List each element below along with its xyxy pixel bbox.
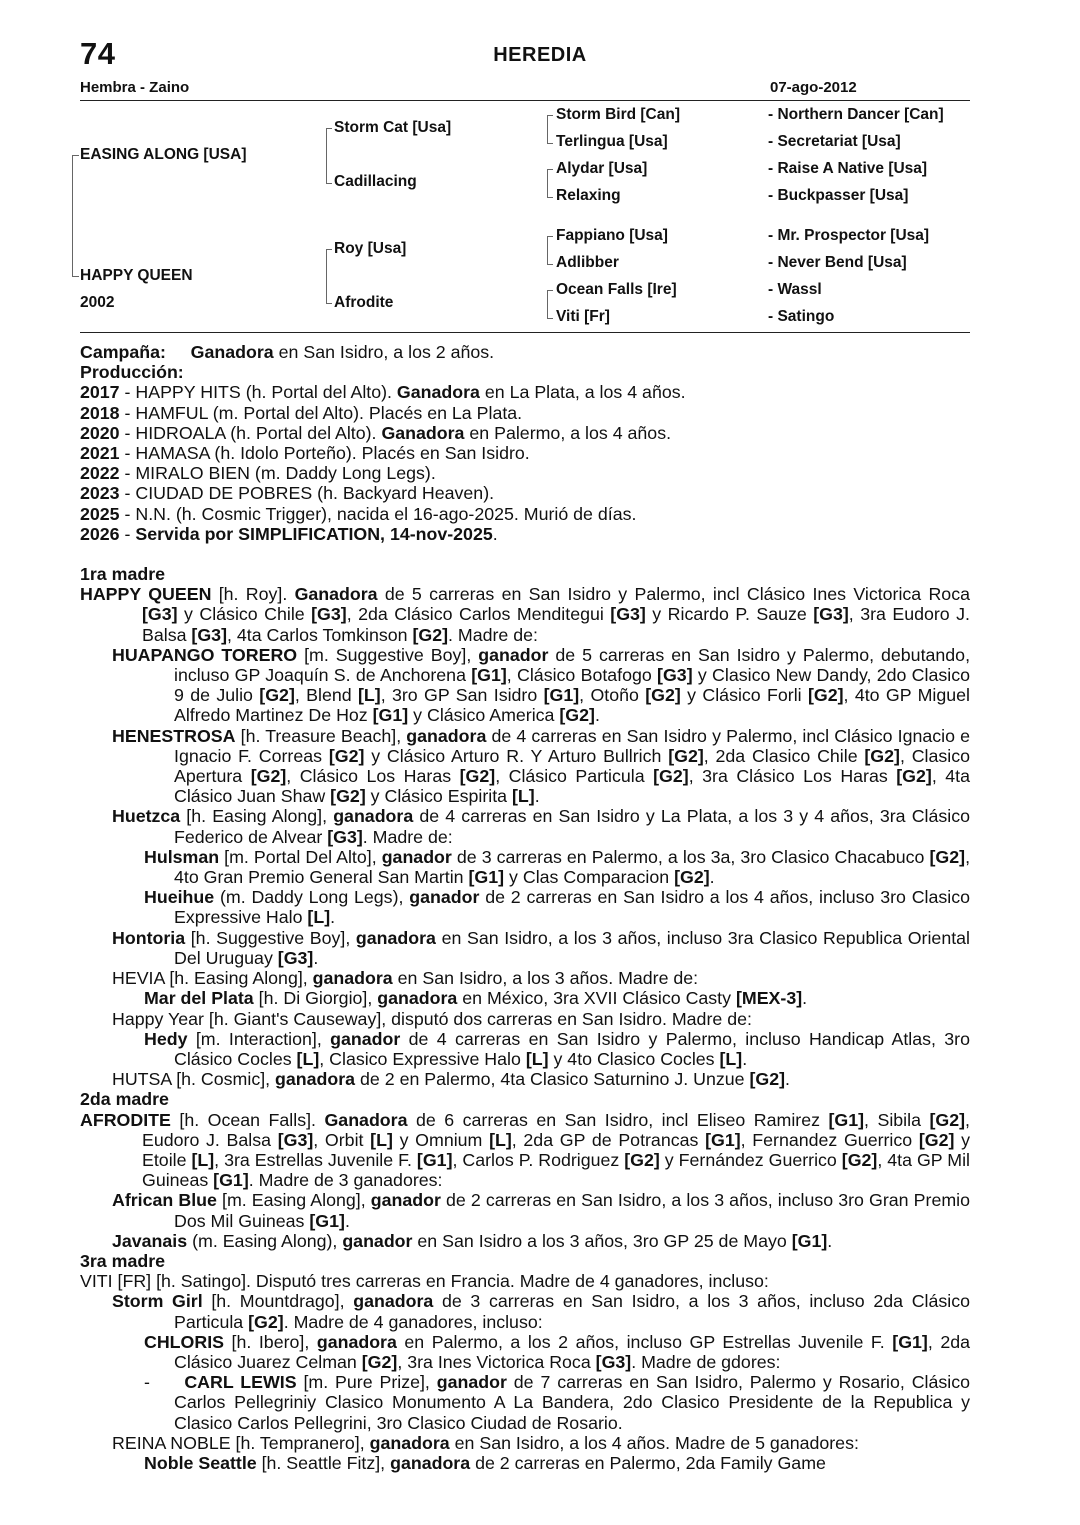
- first-dam-heading: 1ra madre: [80, 564, 166, 585]
- gen2-name: Roy [Usa]: [334, 240, 407, 257]
- produce-entry: Hedy [m. Interaction], ganador de 4 carreras en San Isidro y Palermo, incluso Handicap Atlas, 3ro Clásico Cocles [L], Clasico Expressive Halo [L] y 4to Clasico Cocles [L].: [144, 1028, 970, 1069]
- gen3-name: Viti [Fr]: [556, 308, 610, 325]
- produce-entry: REINA NOBLE [h. Tempranero], ganadora en San Isidro, a los 4 años. Madre de 5 ganadores:: [112, 1432, 859, 1453]
- third-dam-entry: VITI [FR] [h. Satingo]. Disputó tres carreras en Francia. Madre de 4 ganadores, incluso:: [80, 1271, 769, 1292]
- produce-entry: HENESTROSA [h. Treasure Beach], ganadora de 4 carreras en San Isidro y Palermo, incl Clásico Ignacio e Ignacio F. Correas [G2] y Clásico Arturo R. Y Arturo Bullrich [G2], 2da Clasico Chile [G2], Clasico Apertura [G2], Clásico Los Haras [G2], Clásico Particula [G2], 3ra Clásico Los Haras [G2], 4ta Clásico Juan Shaw [G2] y Clásico Espirita [L].: [112, 725, 971, 807]
- produce-entry: Noble Seattle [h. Seattle Fitz], ganadora de 2 carreras en Palermo, 2da Family Game: [144, 1452, 826, 1473]
- production-year: 2018: [80, 402, 120, 423]
- produce-entry: Storm Girl [h. Mountdrago], ganadora de 3 carreras en San Isidro, a los 3 años, incluso 2da Clásico Particula [G2]. Madre de 4 ganadores, incluso:: [112, 1291, 970, 1332]
- first-dam-entry: HAPPY QUEEN [h. Roy]. Ganadora de 5 carreras en San Isidro y Palermo, incl Clásico Ines Victorica Roca [G3] y Clásico Chile [G3], 2da Clásico Carlos Menditegui [G3] y Ricardo P. Sauze [G3], 3ra Eudoro J. Balsa [G3], 4ta Carlos Tomkinson [G2]. Madre de:: [80, 584, 970, 645]
- produce-entry: CHLORIS [h. Ibero], ganadora en Palermo, a los 2 años, incluso GP Estrellas Juvenile F. [G1], 2da Clásico Juarez Celman [G2], 3ra Ines Victorica Roca [G3]. Madre de gdores:: [144, 1331, 970, 1372]
- bracket-line: [547, 115, 553, 144]
- divider: [80, 100, 970, 101]
- bracket-line: [547, 290, 553, 319]
- bracket-line: [547, 169, 553, 198]
- gen4-name: - Buckpasser [Usa]: [768, 187, 909, 204]
- sire-name: EASING ALONG [USA]: [80, 146, 247, 163]
- gen4-name: - Never Bend [Usa]: [768, 254, 907, 271]
- horse-name: HEREDIA: [493, 44, 587, 66]
- production-year: 2020: [80, 422, 120, 443]
- production-year: 2023: [80, 483, 120, 504]
- birth-date: 07-ago-2012: [770, 79, 857, 96]
- produce-entry: Hulsman [m. Portal Del Alto], ganador de 3 carreras en Palermo, a los 3a, 3ro Clasico Chacabuco [G2], 4to Gran Premio General San Martin [G1] y Clas Comparacion [G2].: [144, 846, 971, 888]
- production-item: 2022 - MIRALO BIEN (m. Daddy Long Legs).: [80, 463, 436, 484]
- production-item: 2020 - HIDROALA (h. Portal del Alto). Ganadora en Palermo, a los 4 años.: [80, 422, 672, 443]
- catalog-body: [80, 342, 970, 1473]
- gen3-name: Relaxing: [556, 187, 621, 204]
- gen4-name: - Satingo: [768, 308, 835, 325]
- second-dam-entry: AFRODITE [h. Ocean Falls]. Ganadora de 6 carreras en San Isidro, incl Eliseo Ramirez [G1], Sibila [G2], Eudoro J. Balsa [G3], Orbit [L] y Omnium [L], 2da GP de Potrancas [G1], Fernandez Guerrico [G2] y Etoile [L], 3ra Estrellas Juvenile F. [G1], Carlos P. Rodriguez [G2] y Fernández Guerrico [G2], 4ta GP Mil Guineas [G1]. Madre de 3 ganadores:: [80, 1109, 971, 1191]
- divider: [80, 332, 970, 333]
- production-year: 2025: [80, 503, 120, 524]
- bracket-line: [326, 249, 332, 304]
- production-year: 2026: [80, 523, 120, 544]
- third-dam-heading: 3ra madre: [80, 1250, 166, 1271]
- production-item: 2021 - HAMASA (h. Idolo Porteño). Placés en San Isidro.: [80, 443, 530, 464]
- gen3-name: Terlingua [Usa]: [556, 133, 668, 150]
- produce-entry: Mar del Plata [h. Di Giorgio], ganadora en México, 3ra XVII Clásico Casty [MEX-3].: [144, 988, 808, 1009]
- produce-entry: - CARL LEWIS [m. Pure Prize], ganador de 7 carreras en San Isidro, Palermo y Rosario, Clásico Carlos Pellegriniy Clasico Monumento A La Bandera, 2do Clasico Presidente de la Republica y Clasico Carlos Pellegrini, 3ro Clasico Ciudad de Rosario.: [144, 1372, 971, 1433]
- gen4-name: - Northern Dancer [Can]: [768, 106, 944, 123]
- dam-name: HAPPY QUEEN: [80, 267, 193, 284]
- gen2-name: Cadillacing: [334, 173, 417, 190]
- gen3-name: Storm Bird [Can]: [556, 106, 680, 123]
- production-year: 2021: [80, 443, 120, 464]
- gen4-name: - Wassl: [768, 281, 822, 298]
- bracket-line: [72, 155, 79, 277]
- dam-year: 2002: [80, 294, 115, 311]
- production-item: 2026 - Servida por SIMPLIFICATION, 14-nov-2025.: [80, 523, 498, 544]
- gen3-name: Alydar [Usa]: [556, 160, 648, 177]
- production-year: 2022: [80, 463, 120, 484]
- produce-entry: African Blue [m. Easing Along], ganador de 2 carreras en San Isidro, a los 3 años, incluso 3ro Gran Premio Dos Mil Guineas [G1].: [112, 1190, 970, 1231]
- production-heading: Producción:: [80, 362, 184, 383]
- produce-entry: Happy Year [h. Giant's Causeway], disputó dos carreras en San Isidro. Madre de:: [112, 1008, 752, 1029]
- produce-entry: HUTSA [h. Cosmic], ganadora de 2 en Palermo, 4ta Clasico Saturnino J. Unzue [G2].: [112, 1069, 790, 1090]
- bracket-line: [547, 236, 553, 265]
- produce-entry: Hueihue (m. Daddy Long Legs), ganador de 2 carreras en San Isidro a los 4 años, incluso 3ro Clasico Expressive Halo [L].: [144, 887, 970, 928]
- produce-entry: Javanais (m. Easing Along), ganador en San Isidro a los 3 años, 3ro GP 25 de Mayo [G1].: [112, 1230, 833, 1251]
- production-item: 2025 - N.N. (h. Cosmic Trigger), nacida el 16-ago-2025. Murió de días.: [80, 503, 637, 524]
- produce-entry: HEVIA [h. Easing Along], ganadora en San Isidro, a los 3 años. Madre de:: [112, 968, 699, 989]
- produce-entry: Hontoria [h. Suggestive Boy], ganadora en San Isidro, a los 3 años, incluso 3ra Clasico Republica Oriental Del Uruguay [G3].: [112, 927, 970, 968]
- lot-number: 74: [80, 36, 116, 71]
- production-item: 2023 - CIUDAD DE POBRES (h. Backyard Heaven).: [80, 483, 495, 504]
- gen4-name: - Raise A Native [Usa]: [768, 160, 928, 177]
- gen3-name: Adlibber: [556, 254, 619, 271]
- production-year: 2017: [80, 382, 120, 403]
- gen3-name: Ocean Falls [Ire]: [556, 281, 677, 298]
- bracket-line: [326, 128, 332, 184]
- gen2-name: Afrodite: [334, 294, 394, 311]
- sex-color: Hembra - Zaino: [80, 79, 190, 96]
- campaign-line: Campaña: Ganadora en San Isidro, a los 2 años.: [80, 342, 495, 362]
- second-dam-heading: 2da madre: [80, 1089, 169, 1110]
- production-item: 2017 - HAPPY HITS (h. Portal del Alto). Ganadora en La Plata, a los 4 años.: [80, 382, 686, 403]
- gen2-name: Storm Cat [Usa]: [334, 119, 452, 136]
- produce-entry: Huetzca [h. Easing Along], ganadora de 4 carreras en San Isidro y La Plata, a los 3 y 4 años, 3ra Clásico Federico de Alvear [G3]. Madre de:: [112, 806, 970, 847]
- production-item: 2018 - HAMFUL (m. Portal del Alto). Placés en La Plata.: [80, 402, 523, 423]
- gen4-name: - Mr. Prospector [Usa]: [768, 227, 930, 244]
- produce-entry: HUAPANGO TORERO [m. Suggestive Boy], ganador de 5 carreras en San Isidro y Palermo, debutando, incluso GP Joaquín S. de Anchorena [G1], Clásico Botafogo [G3] y Clasico New Dandy, 2do Clasico 9 de Julio [G2], Blend [L], 3ro GP San Isidro [G1], Otoño [G2] y Clásico Forli [G2], 4to GP Miguel Alfredo Martinez De Hoz [G1] y Clásico America [G2].: [112, 644, 971, 726]
- production-list: [80, 382, 970, 544]
- gen3-name: Fappiano [Usa]: [556, 227, 668, 244]
- gen4-name: - Secretariat [Usa]: [768, 133, 901, 150]
